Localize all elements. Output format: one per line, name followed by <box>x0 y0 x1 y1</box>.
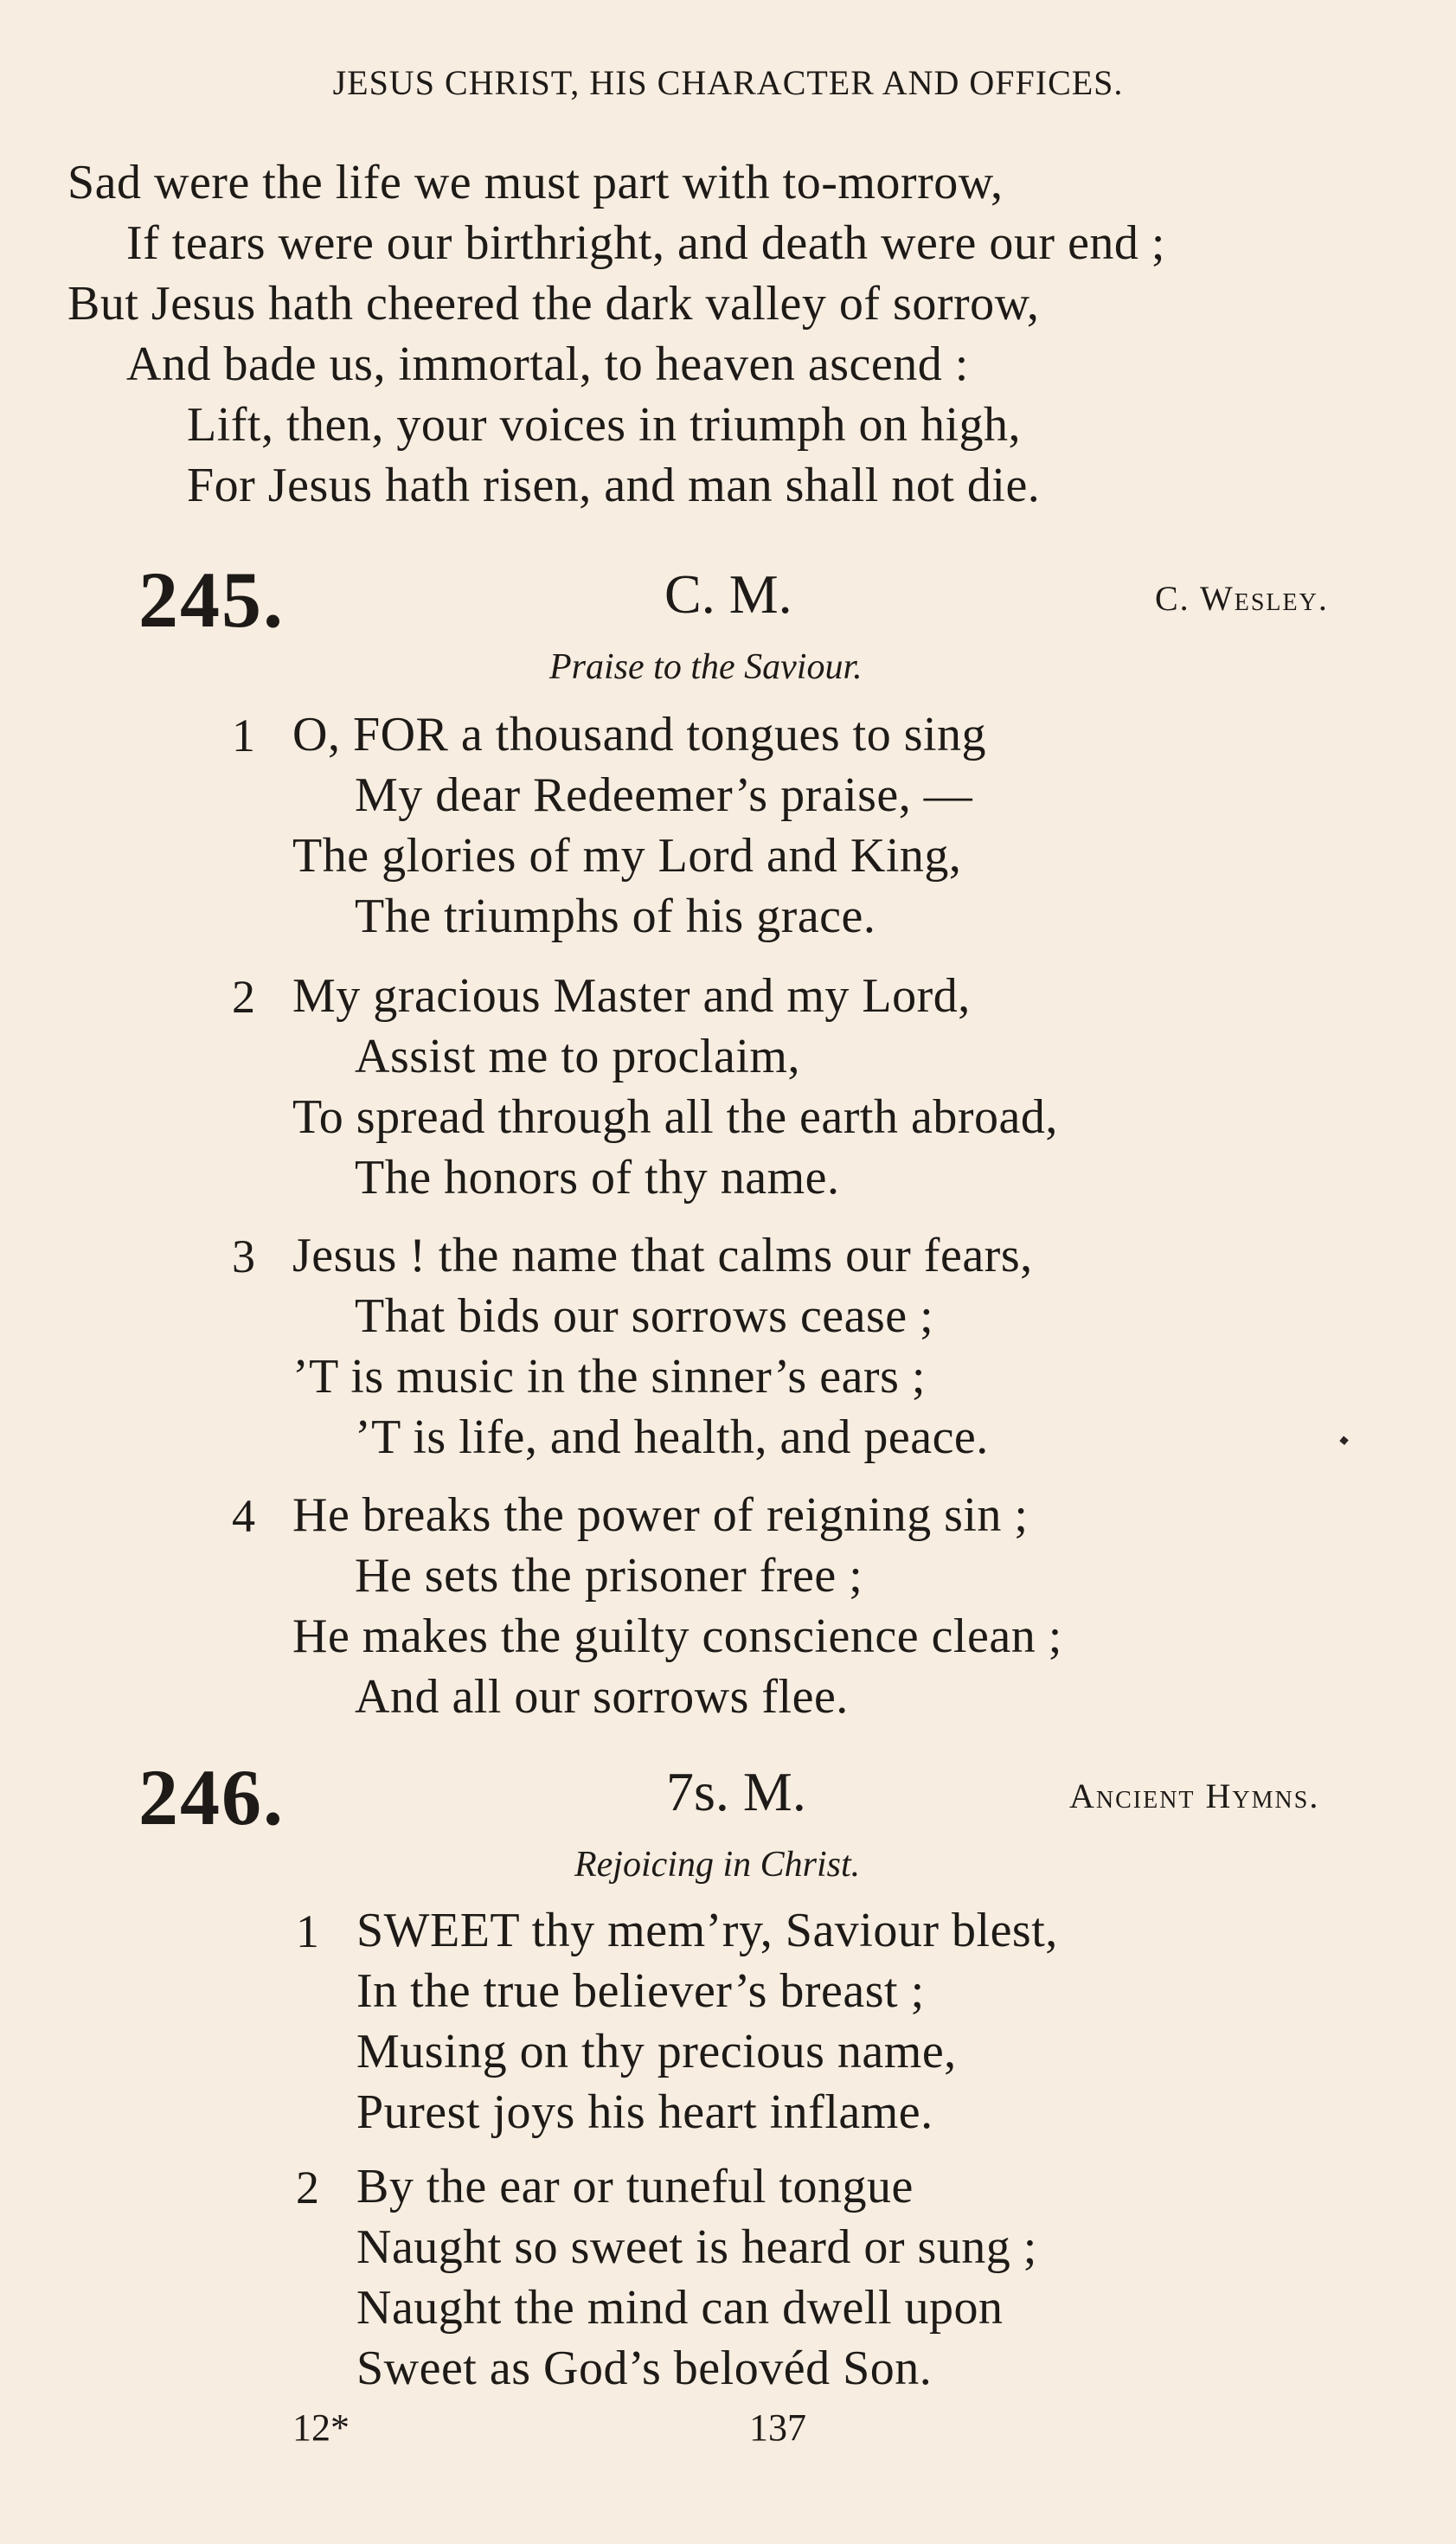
verse-line: That bids our sorrows cease ; <box>355 1289 934 1343</box>
verse-line: Naught so sweet is heard or sung ; <box>356 2220 1037 2274</box>
margin-mark: ▪ <box>1331 1426 1357 1455</box>
verse-line: And bade us, immortal, to heaven ascend : <box>126 337 969 391</box>
verse-line: My dear Redeemer’s praise, — <box>355 768 973 822</box>
hymn-meter: C. M. <box>664 563 792 625</box>
stanza-number: 3 <box>232 1230 255 1282</box>
verse-line: O, FOR a thousand tongues to sing <box>292 708 987 761</box>
verse-line: He sets the prisoner free ; <box>355 1549 863 1603</box>
verse-line: He breaks the power of reigning sin ; <box>292 1488 1029 1542</box>
hymn-author: C. Wesley. <box>1155 579 1329 618</box>
hymn-title: Rejoicing in Christ. <box>574 1845 861 1885</box>
hymn-number: 245. <box>138 556 285 644</box>
stanza-number: 1 <box>232 710 255 761</box>
verse-line: If tears were our birthright, and death were our end ; <box>126 216 1165 270</box>
verse-line: He makes the guilty conscience clean ; <box>292 1609 1062 1663</box>
hymn-title: Praise to the Saviour. <box>549 647 863 687</box>
verse-line: ’T is life, and health, and peace. <box>355 1410 989 1464</box>
verse-line: ’T is music in the sinner’s ears ; <box>292 1350 926 1404</box>
verse-line: Sad were the life we must part with to-morrow, <box>67 156 1004 209</box>
verse-line: Musing on thy precious name, <box>356 2025 957 2078</box>
stanza-number: 1 <box>296 1905 319 1957</box>
verse-line: And all our sorrows flee. <box>355 1670 849 1724</box>
hymn-number: 246. <box>138 1753 285 1841</box>
verse-line: The honors of thy name. <box>355 1151 840 1205</box>
verse-line: Lift, then, your voices in triumph on high, <box>187 398 1022 452</box>
hymn-author: Ancient Hymns. <box>1069 1776 1320 1815</box>
verse-line: SWEET thy mem’ry, Saviour blest, <box>356 1904 1058 1957</box>
hymn-meter: 7s. M. <box>666 1761 806 1822</box>
verse-line: But Jesus hath cheered the dark valley of sorrow, <box>67 277 1040 331</box>
verse-line: For Jesus hath risen, and man shall not die. <box>187 459 1041 512</box>
verse-line: Jesus ! the name that calms our fears, <box>292 1229 1033 1282</box>
signature-mark: 12* <box>292 2406 350 2449</box>
stanza-number: 4 <box>232 1490 255 1542</box>
page-number: 137 <box>749 2406 806 2449</box>
stanza-number: 2 <box>296 2162 319 2213</box>
verse-line: Purest joys his heart inflame. <box>356 2085 933 2139</box>
verse-line: Sweet as God’s belovéd Son. <box>356 2342 933 2395</box>
verse-line: In the true believer’s breast ; <box>356 1964 925 2018</box>
running-head: JESUS CHRIST, HIS CHARACTER AND OFFICES. <box>332 63 1124 102</box>
verse-line: Assist me to proclaim, <box>355 1030 800 1083</box>
verse-line: The glories of my Lord and King, <box>292 829 962 883</box>
verse-line: My gracious Master and my Lord, <box>292 969 971 1023</box>
verse-line: The triumphs of his grace. <box>355 890 876 943</box>
stanza-number: 2 <box>232 971 255 1023</box>
verse-line: To spread through all the earth abroad, <box>292 1090 1058 1144</box>
verse-line: By the ear or tuneful tongue <box>356 2160 914 2213</box>
verse-line: Naught the mind can dwell upon <box>356 2281 1004 2335</box>
